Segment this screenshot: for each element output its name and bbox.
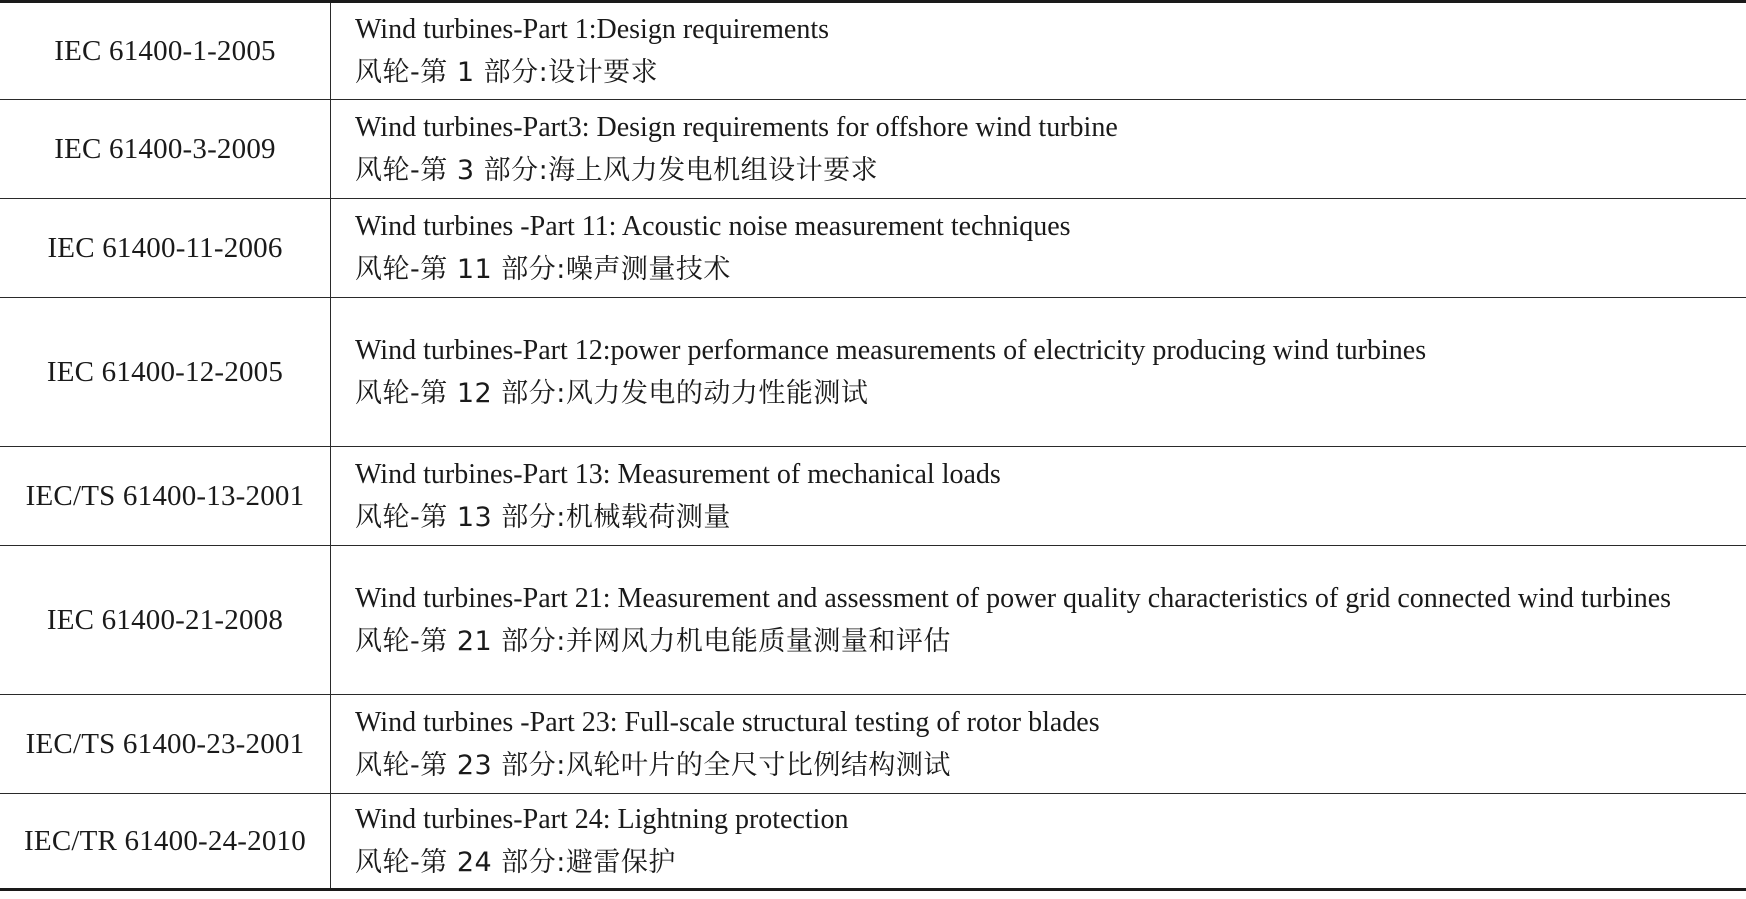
standard-description xyxy=(331,199,1746,298)
english-title: Wind turbines-Part 13: Measurement of mechanical loads xyxy=(355,459,1001,490)
standard-code: IEC 61400-3-2009 xyxy=(0,100,331,199)
standard-description xyxy=(331,100,1746,199)
standard-description xyxy=(331,447,1746,546)
chinese-title: 风轮-第 23 部分:风轮叶片的全尺寸比例结构测试 xyxy=(355,750,951,781)
standard-description xyxy=(331,794,1746,890)
chinese-title: 风轮-第 11 部分:噪声测量技术 xyxy=(355,254,731,285)
english-title: Wind turbines -Part 11: Acoustic noise measurement techniques xyxy=(355,211,1071,242)
english-title: Wind turbines-Part3: Design requirements for offshore wind turbine xyxy=(355,112,1118,143)
standard-code: IEC 61400-12-2005 xyxy=(0,298,331,447)
table-row xyxy=(0,447,1746,546)
standard-code: IEC 61400-1-2005 xyxy=(0,2,331,100)
standard-code: IEC 61400-11-2006 xyxy=(0,199,331,298)
chinese-title: 风轮-第 13 部分:机械载荷测量 xyxy=(355,502,731,533)
table-row xyxy=(0,546,1746,695)
standard-description xyxy=(331,298,1746,447)
standard-code: IEC/TR 61400-24-2010 xyxy=(0,794,331,890)
table-row xyxy=(0,794,1746,890)
standard-description xyxy=(331,695,1746,794)
standard-description xyxy=(331,546,1746,695)
chinese-title: 风轮-第 1 部分:设计要求 xyxy=(355,57,659,88)
standard-code: IEC/TS 61400-23-2001 xyxy=(0,695,331,794)
standard-code: IEC/TS 61400-13-2001 xyxy=(0,447,331,546)
chinese-title: 风轮-第 24 部分:避雷保护 xyxy=(355,847,676,878)
chinese-title: 风轮-第 12 部分:风力发电的动力性能测试 xyxy=(355,378,869,409)
chinese-title: 风轮-第 21 部分:并网风力机电能质量测量和评估 xyxy=(355,626,951,657)
english-title: Wind turbines-Part 12:power performance measurements of electricity producing wind turbines xyxy=(355,335,1427,366)
english-title: Wind turbines-Part 1:Design requirements xyxy=(355,14,829,45)
table-row xyxy=(0,2,1746,100)
english-title: Wind turbines -Part 23: Full-scale structural testing of rotor blades xyxy=(355,707,1100,738)
english-title: Wind turbines-Part 24: Lightning protection xyxy=(355,804,849,835)
table-row xyxy=(0,298,1746,447)
english-title: Wind turbines-Part 21: Measurement and assessment of power quality characteristics of grid connected wind turbines xyxy=(355,583,1672,614)
chinese-title: 风轮-第 3 部分:海上风力发电机组设计要求 xyxy=(355,155,879,186)
table-row xyxy=(0,199,1746,298)
standard-code: IEC 61400-21-2008 xyxy=(0,546,331,695)
standard-description xyxy=(331,2,1746,100)
table-row xyxy=(0,695,1746,794)
table-row xyxy=(0,100,1746,199)
